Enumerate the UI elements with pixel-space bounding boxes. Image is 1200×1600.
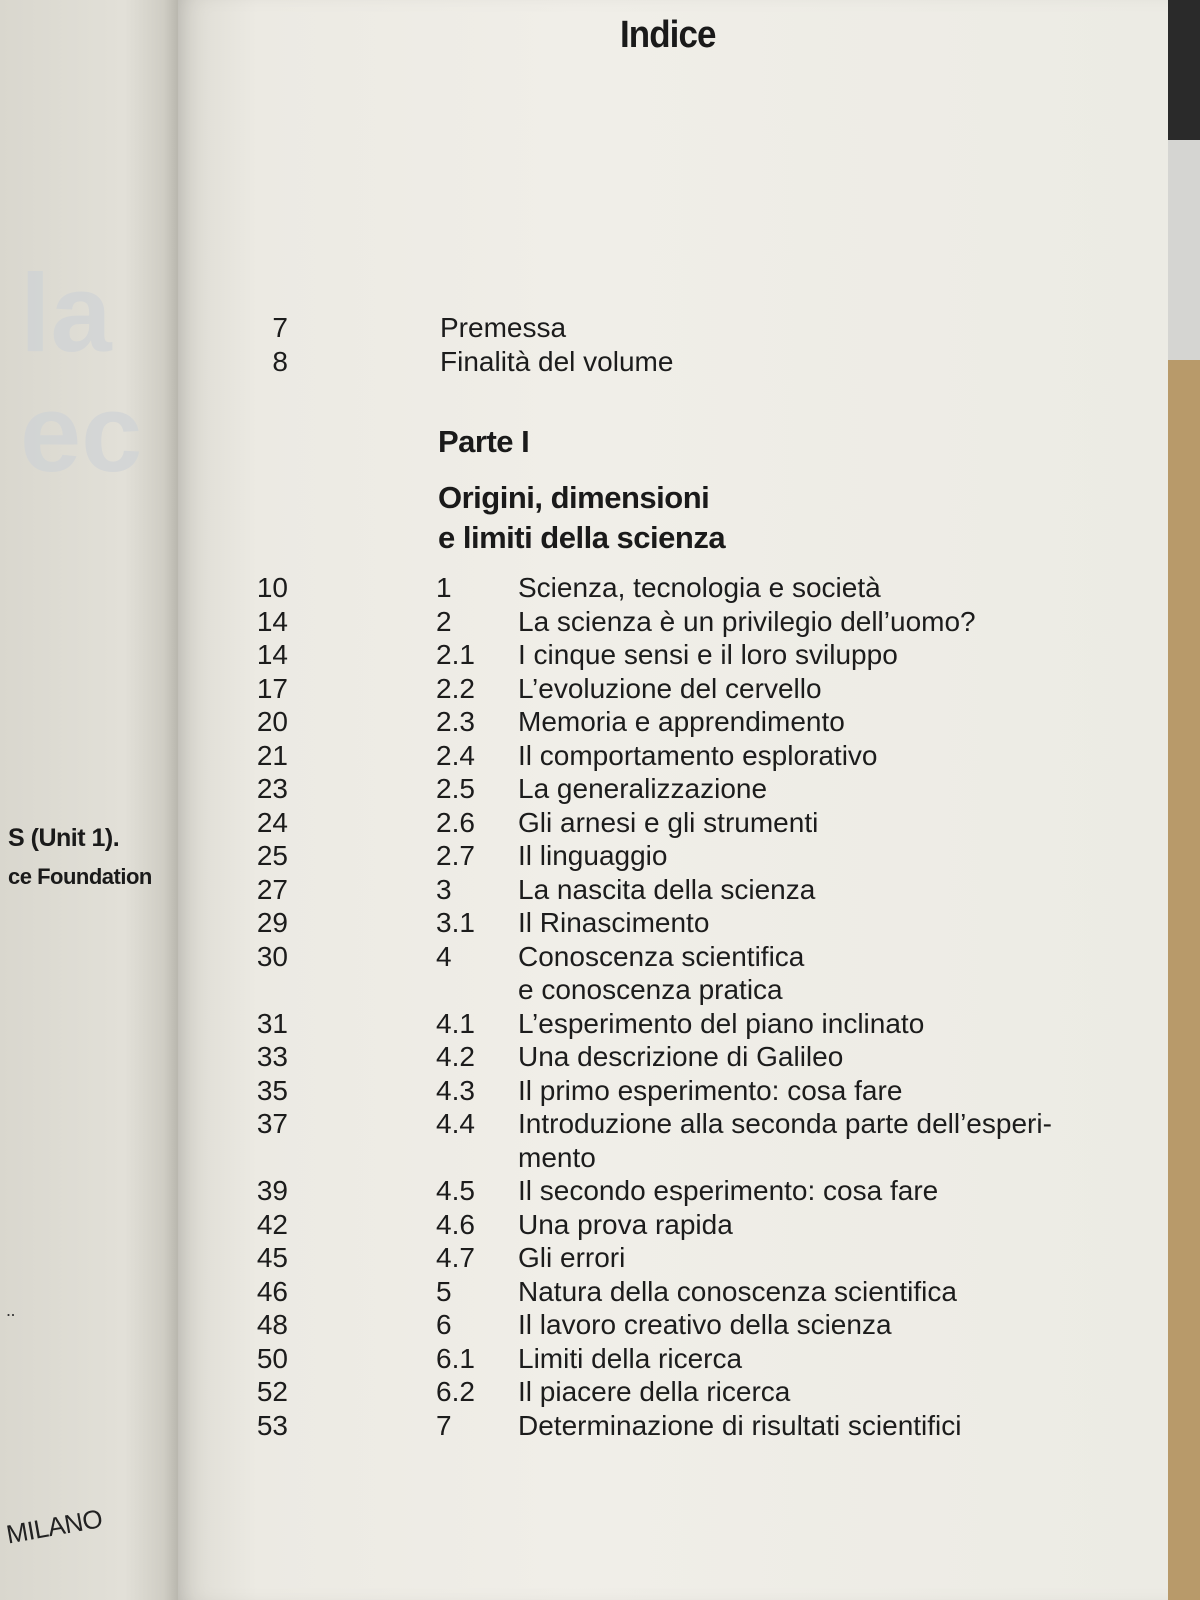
toc-entry-title: La generalizzazione: [518, 773, 768, 804]
toc-entry-title-continued: e conoscenza pratica: [518, 974, 783, 1005]
toc-page-number: 14: [256, 605, 288, 637]
show-through-glyph: la: [20, 252, 112, 375]
toc-page-number: 17: [256, 672, 288, 704]
toc-page-number: 50: [256, 1342, 288, 1374]
toc-section-number: 4.4: [436, 1108, 475, 1139]
toc-page-number: 46: [256, 1275, 288, 1307]
toc-section-number: 2.5: [436, 773, 475, 804]
toc-entry-title: Il Rinascimento: [518, 907, 710, 938]
toc-entry-title-continued: mento: [518, 1141, 596, 1173]
toc-page-number: 35: [256, 1074, 288, 1106]
toc-page-number: 7: [272, 312, 288, 343]
toc-page-number: 52: [256, 1376, 288, 1407]
toc-entry-title: Una descrizione di Galileo: [518, 1041, 844, 1072]
part-title: e limiti della scienza: [438, 520, 726, 555]
toc-page-number: 31: [256, 1007, 288, 1039]
toc-page-number: 14: [256, 639, 288, 670]
toc-entry-title: Il lavoro creativo della scienza: [518, 1309, 892, 1340]
facing-page-unit-text: S (Unit 1).: [8, 824, 120, 852]
toc-entry-title: Una prova rapida: [518, 1208, 733, 1240]
toc-entry-title: Premessa: [440, 312, 567, 343]
facing-page-dots: ..: [6, 1300, 16, 1320]
toc-section-number: 4.2: [436, 1041, 475, 1072]
toc-page-number: 21: [256, 739, 288, 771]
facing-page-foundation-text: ce Foundation: [8, 864, 152, 889]
toc-section-number: 1: [436, 572, 452, 603]
toc-section-number: 4.6: [436, 1208, 475, 1240]
toc-page-number: 48: [256, 1309, 288, 1340]
toc-section-number: 4.3: [436, 1074, 475, 1106]
toc-page-number: 27: [256, 873, 288, 905]
toc-entry-title: Scienza, tecnologia e società: [518, 572, 881, 603]
toc-section-number: 2.6: [436, 806, 475, 838]
toc-entry-title: Natura della conoscenza scientifica: [518, 1275, 957, 1307]
show-through-glyph: ec: [20, 372, 143, 495]
toc-section-number: 6: [436, 1309, 452, 1340]
toc-entry-title: Finalità del volume: [440, 346, 674, 377]
index-page: [178, 0, 1168, 1600]
toc-page-number: 8: [272, 346, 288, 377]
part-title: Origini, dimensioni: [438, 480, 710, 515]
toc-entry-title: Memoria e apprendimento: [518, 706, 845, 737]
toc-entry-title: Limiti della ricerca: [518, 1342, 743, 1374]
toc-page-number: 24: [256, 806, 288, 838]
toc-entry-title: Determinazione di risultati scientifici: [518, 1409, 962, 1441]
toc-page-number: 37: [256, 1108, 288, 1139]
toc-page-number: 53: [256, 1409, 288, 1441]
toc-entry-title: Il secondo esperimento: cosa fare: [518, 1175, 939, 1206]
toc-entry-title: Gli errori: [518, 1242, 626, 1273]
toc-section-number: 6.2: [436, 1376, 475, 1407]
toc-entry-title: L’esperimento del piano inclinato: [518, 1007, 925, 1039]
toc-entry-title: Il comportamento esplorativo: [518, 739, 878, 771]
part-label: Parte I: [438, 424, 530, 459]
toc-entry-title: Introduzione alla seconda parte dell’esperi-: [518, 1108, 1052, 1139]
toc-section-number: 4.5: [436, 1175, 475, 1206]
toc-section-number: 3: [436, 873, 452, 905]
toc-page-number: 45: [256, 1242, 288, 1273]
toc-section-number: 2.3: [436, 706, 475, 737]
toc-page-number: 42: [256, 1208, 288, 1240]
toc-section-number: 2.7: [436, 840, 475, 871]
toc-section-number: 6.1: [436, 1342, 475, 1374]
index-title: Indice: [620, 14, 716, 56]
toc-section-number: 4.7: [436, 1242, 475, 1273]
toc-page-number: 33: [256, 1041, 288, 1072]
toc-entry-title: La nascita della scienza: [518, 873, 816, 905]
toc-page-number: 23: [256, 773, 288, 804]
toc-page-number: 30: [256, 940, 288, 972]
facing-page-city: MILANO: [4, 1503, 105, 1550]
toc-page-number: 10: [256, 572, 288, 603]
toc-section-number: 4.1: [436, 1007, 475, 1039]
toc-page-number: 29: [256, 907, 288, 938]
toc-section-number: 2.4: [436, 739, 475, 771]
toc-entry-title: Conoscenza scientifica: [518, 940, 805, 972]
toc-page-number: 20: [256, 706, 288, 737]
toc-section-number: 3.1: [436, 907, 475, 938]
toc-entry-title: L’evoluzione del cervello: [518, 672, 822, 704]
toc-entry-title: Gli arnesi e gli strumenti: [518, 806, 819, 838]
toc-section-number: 4: [436, 940, 452, 972]
toc-entry-title: Il linguaggio: [518, 840, 668, 871]
toc-section-number: 5: [436, 1275, 452, 1307]
toc-page-number: 39: [256, 1175, 288, 1206]
toc-section-number: 2.2: [436, 672, 475, 704]
toc-section-number: 2: [436, 605, 452, 637]
facing-page: [0, 0, 178, 1600]
toc-entry-title: I cinque sensi e il loro sviluppo: [518, 639, 898, 670]
toc-section-number: 2.1: [436, 639, 475, 670]
toc-entry-title: Il primo esperimento: cosa fare: [518, 1074, 903, 1106]
toc-entry-title: La scienza è un privilegio dell’uomo?: [518, 605, 976, 637]
toc-entry-title: Il piacere della ricerca: [518, 1376, 791, 1407]
toc-page-number: 25: [256, 840, 288, 871]
toc-section-number: 7: [436, 1409, 452, 1441]
